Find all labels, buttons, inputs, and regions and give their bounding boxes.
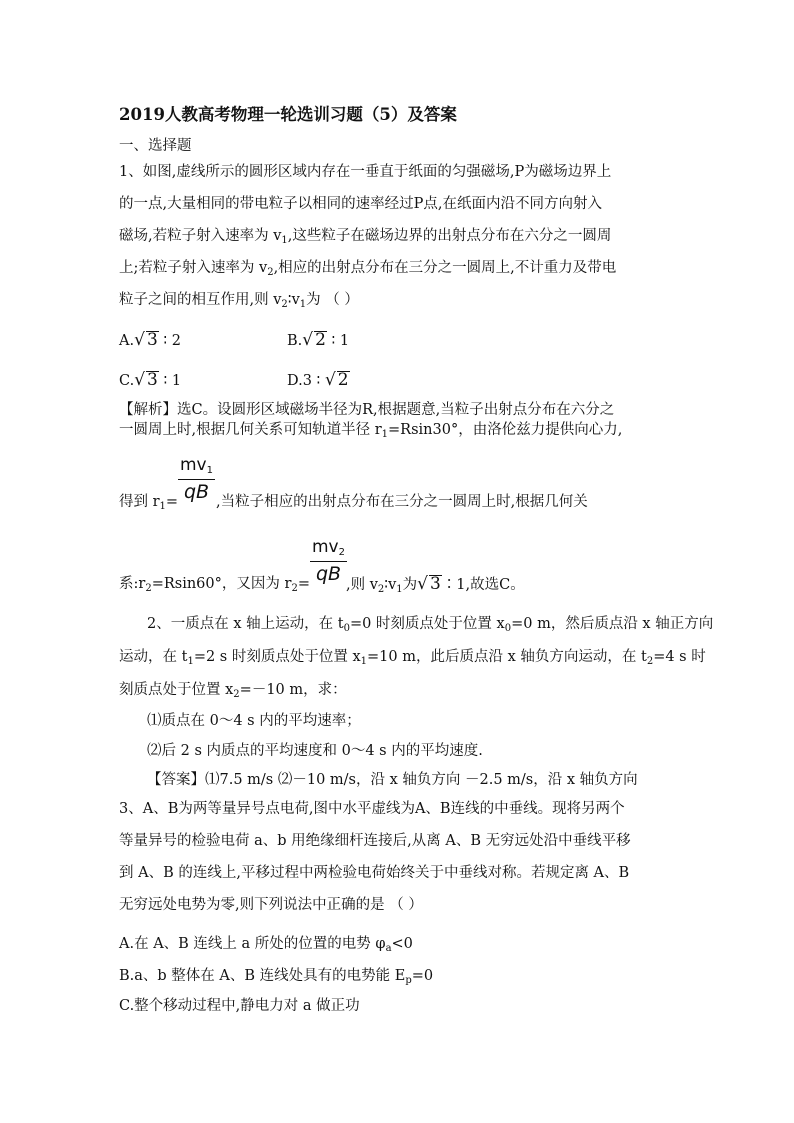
q1-analysis-line-1: 【解析】选C。设圆形区域磁场半径为R,根据题意,当粒子出射点分布在六分之	[119, 402, 615, 418]
q3-option-a: A.在 A、B 连线上 a 所处的位置的电势 $\varphi_a<0$	[119, 936, 413, 954]
q1-line-4: 上;若粒子射入速率为 $v_2$,相应的出射点分布在三分之一圆周上,不计重力及带电	[119, 260, 617, 278]
q1-analysis-line-3a: 得到 $r_1=$	[119, 494, 179, 512]
sqrt-symbol: √ 2	[324, 370, 349, 390]
q2-item-2: ⑵后 2 s 内质点的平均速度和 0～4 s 内的平均速度.	[147, 743, 483, 759]
q1-line-2: 的一点,大量相同的带电粒子以相同的速率经过P点,在纸面内沿不同方向射入	[119, 196, 602, 212]
q2-line-1: 2、一质点在 x 轴上运动，在 $t_0=0$ 时刻质点处于位置 $x_0=0$ m，然后质点沿 x 轴正方向	[147, 616, 714, 634]
q2-answer: 【答案】⑴7.5 m/s ⑵－10 m/s，沿 x 轴负方向 －2.5 m/s，沿 x 轴负方向	[147, 772, 638, 788]
sqrt-symbol: √ 3	[134, 330, 158, 350]
q1-option-a: A.√ 3 ∶ 2	[119, 330, 181, 350]
fraction-mv1-over-qb: $\frac{mv_1}{qB}$	[180, 455, 213, 503]
q3-line-1: 3、A、B为两等量异号点电荷,图中水平虚线为A、B连线的中垂线。现将另两个	[119, 801, 625, 817]
q1-line-3: 磁场,若粒子射入速率为 $v_1$,这些粒子在磁场边界的出射点分布在六分之一圆周	[119, 228, 612, 246]
q1-line-5: 粒子之间的相互作用,则 $v_2∶v_1$为 （ ）	[119, 292, 359, 310]
q2-line-3: 刻质点处于位置 $x_2=-10$ m，求：	[119, 682, 347, 700]
q3-line-2: 等量异号的检验电荷 a、b 用绝缘细杆连接后,从离 A、B 无穷远处沿中垂线平移	[119, 833, 631, 849]
q1-option-d: D.3 ∶ √ 2	[287, 370, 349, 390]
sqrt-symbol: √ 3	[417, 574, 441, 594]
q2-line-2: 运动，在 $t_1=2$ s 时刻质点处于位置 $x_1=10$ m，此后质点沿 x 轴负方向运动，在 $t_2=4$ s 时	[119, 649, 706, 667]
q1-analysis-line-4a: 系$:r_2=Rsin60^\circ$，又因为 $r_2=$	[119, 576, 310, 594]
q1-option-c: C.√ 3 ∶ 1	[119, 370, 182, 390]
q1-analysis-line-4b: ,则 $v_2∶v_1$为√ 3∶1,故选C。	[346, 574, 525, 595]
q1-analysis-line-2: 一圆周上时,根据几何关系可知轨道半径 $r_1=Rsin30^\circ$，由洛伦兹力提供向心力,	[119, 422, 623, 440]
q1-line-1: 1、如图,虚线所示的圆形区域内存在一垂直于纸面的匀强磁场,P为磁场边界上	[119, 164, 612, 180]
q1-analysis-line-3c: ,当粒子相应的出射点分布在三分之一圆周上时,根据几何关	[216, 494, 588, 510]
q3-option-c: C.整个移动过程中,静电力对 a 做正功	[119, 998, 360, 1014]
page-title: 2019人教高考物理一轮选训习题（5）及答案	[119, 105, 457, 124]
q2-item-1: ⑴质点在 0～4 s 内的平均速率；	[147, 713, 361, 729]
q3-line-3: 到 A、B 的连线上,平移过程中两检验电荷始终关于中垂线对称。若规定离 A、B	[119, 865, 630, 881]
fraction-mv2-over-qb: $\frac{mv_2}{qB}$	[312, 537, 345, 585]
q3-option-b: B.a、b 整体在 A、B 连线处具有的电势能 $E_p=0$	[119, 968, 434, 986]
sqrt-symbol: √ 3	[134, 370, 158, 390]
section-heading: 一、选择题	[119, 138, 192, 154]
q3-line-4: 无穷远处电势为零,则下列说法中正确的是 （ ）	[119, 897, 423, 913]
q1-option-b: B.√ 2 ∶ 1	[287, 330, 350, 350]
sqrt-symbol: √ 2	[302, 330, 326, 350]
